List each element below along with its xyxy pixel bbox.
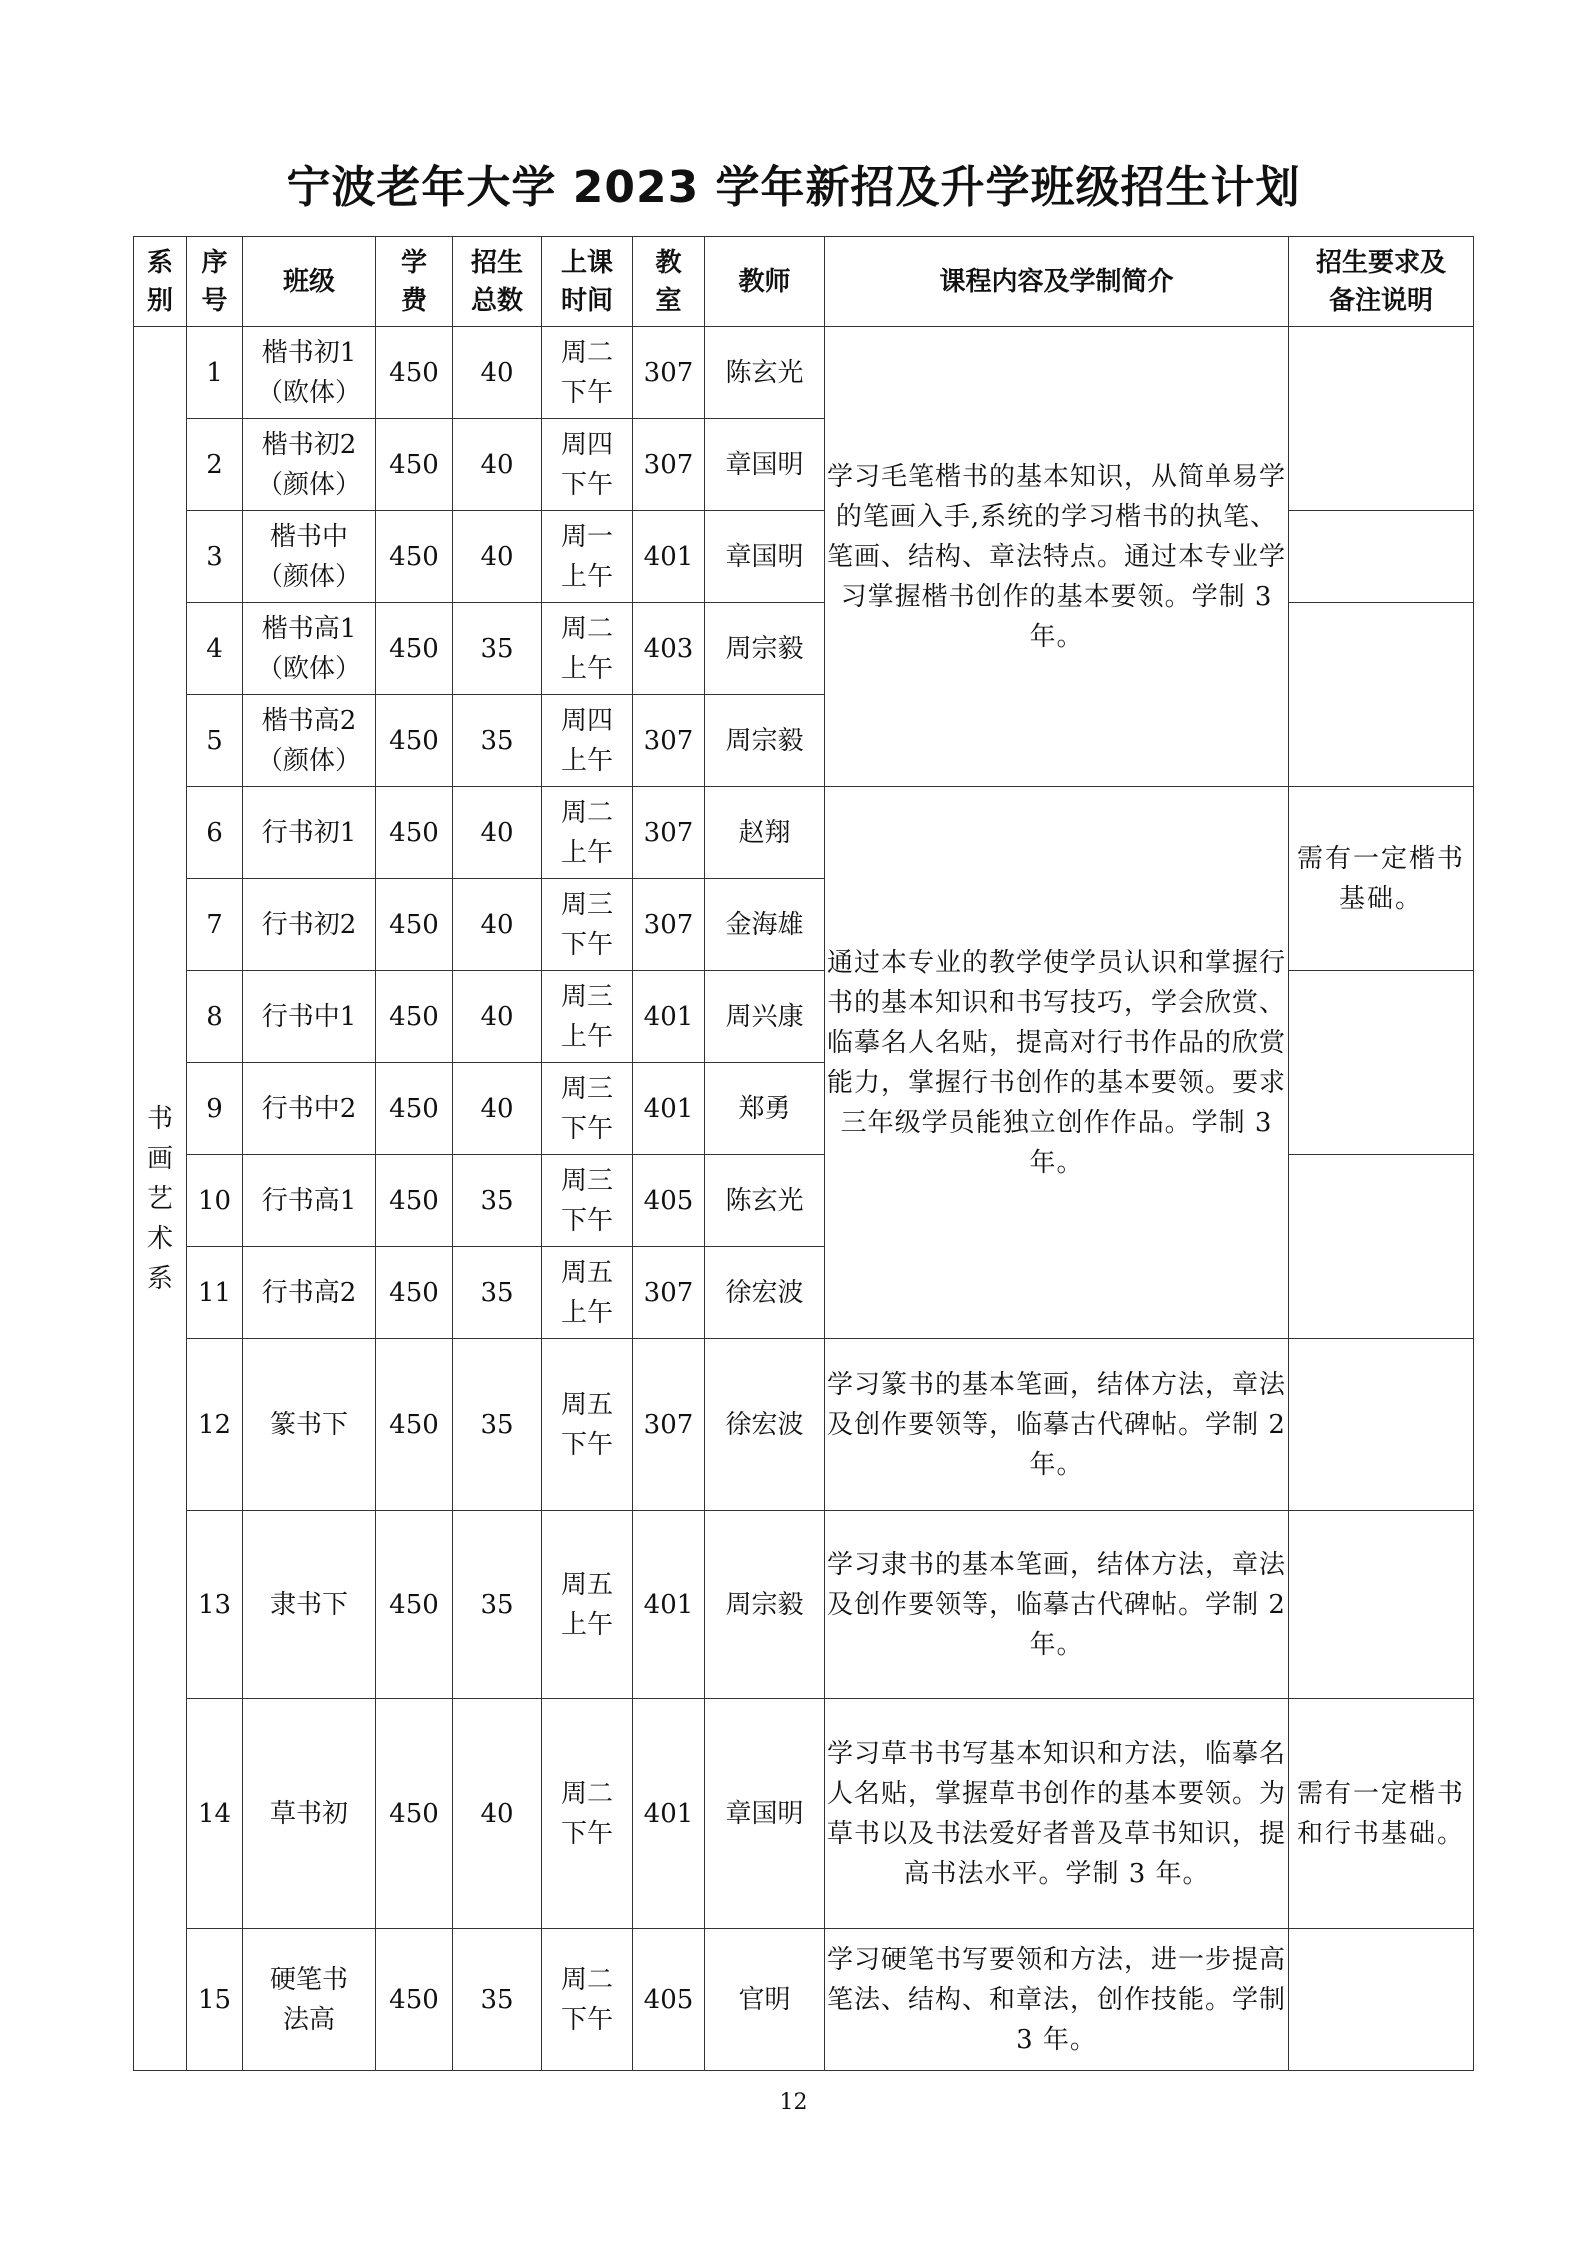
- cell-quota: 40: [453, 971, 542, 1063]
- cell-teacher: 赵翔: [705, 787, 825, 879]
- cell-class: 行书中2: [243, 1063, 376, 1155]
- cell-class: 行书高1: [243, 1155, 376, 1247]
- cell-room: 307: [633, 1247, 705, 1339]
- cell-room: 307: [633, 879, 705, 971]
- cell-no: 12: [187, 1339, 243, 1511]
- cell-teacher: 周兴康: [705, 971, 825, 1063]
- cell-no: 8: [187, 971, 243, 1063]
- cell-fee: 450: [376, 1699, 453, 1929]
- cell-no: 9: [187, 1063, 243, 1155]
- header-remarks: 招生要求及 备注说明: [1289, 237, 1474, 327]
- cell-fee: 450: [376, 1929, 453, 2071]
- cell-no: 11: [187, 1247, 243, 1339]
- cell-no: 1: [187, 327, 243, 419]
- table-row: [134, 1511, 1474, 1699]
- cell-room: 405: [633, 1929, 705, 2071]
- cell-remarks-empty: [1289, 327, 1474, 511]
- cell-time: 周二 下午: [542, 1699, 633, 1929]
- cell-room: 401: [633, 1699, 705, 1929]
- page-title: 宁波老年大学 2023 学年新招及升学班级招生计划: [286, 162, 1301, 213]
- table-row: [134, 1699, 1474, 1929]
- cell-description-zhuanshu: 学习篆书的基本笔画，结体方法，章法及创作要领等，临摹古代碑帖。学制 2 年。: [825, 1339, 1289, 1511]
- cell-class: 行书初1: [243, 787, 376, 879]
- cell-teacher: 周宗毅: [705, 1511, 825, 1699]
- cell-room: 307: [633, 695, 705, 787]
- cell-quota: 40: [453, 1699, 542, 1929]
- table-row: [134, 327, 1474, 419]
- cell-fee: 450: [376, 1511, 453, 1699]
- cell-time: 周三 上午: [542, 971, 633, 1063]
- cell-time: 周三 下午: [542, 1063, 633, 1155]
- cell-teacher: 徐宏波: [705, 1247, 825, 1339]
- cell-remarks-empty: [1289, 511, 1474, 603]
- cell-class: 行书高2: [243, 1247, 376, 1339]
- cell-quota: 40: [453, 1063, 542, 1155]
- cell-time: 周一 上午: [542, 511, 633, 603]
- cell-quota: 40: [453, 787, 542, 879]
- header-teacher: 教师: [705, 237, 825, 327]
- cell-description-caoshu: 学习草书书写基本知识和方法，临摹名人名贴，掌握草书创作的基本要领。为草书以及书法爱好者普及草书知识，提高书法水平。学制 3 年。: [825, 1699, 1289, 1929]
- cell-remarks-empty: [1289, 1339, 1474, 1511]
- header-class: 班级: [243, 237, 376, 327]
- page-number: 12: [779, 2090, 808, 2115]
- cell-room: 401: [633, 1511, 705, 1699]
- cell-remarks-empty: [1289, 603, 1474, 787]
- cell-quota: 40: [453, 879, 542, 971]
- cell-quota: 35: [453, 695, 542, 787]
- table-row: [134, 1339, 1474, 1511]
- cell-teacher: 陈玄光: [705, 327, 825, 419]
- cell-time: 周五 上午: [542, 1247, 633, 1339]
- cell-no: 5: [187, 695, 243, 787]
- cell-class: 篆书下: [243, 1339, 376, 1511]
- cell-fee: 450: [376, 327, 453, 419]
- cell-quota: 35: [453, 1247, 542, 1339]
- header-content: 课程内容及学制简介: [825, 237, 1289, 327]
- cell-time: 周二 上午: [542, 603, 633, 695]
- cell-quota: 40: [453, 419, 542, 511]
- cell-remarks-empty: [1289, 1929, 1474, 2071]
- cell-description-kaishu: 学习毛笔楷书的基本知识，从简单易学的笔画入手,系统的学习楷书的执笔、笔画、结构、章法特点。通过本专业学习掌握楷书创作的基本要领。学制 3 年。: [825, 327, 1289, 787]
- cell-no: 14: [187, 1699, 243, 1929]
- cell-teacher: 周宗毅: [705, 695, 825, 787]
- cell-room: 307: [633, 419, 705, 511]
- header-fee: 学 费: [376, 237, 453, 327]
- cell-time: 周五 上午: [542, 1511, 633, 1699]
- cell-time: 周五 下午: [542, 1339, 633, 1511]
- cell-fee: 450: [376, 1339, 453, 1511]
- cell-quota: 35: [453, 603, 542, 695]
- cell-time: 周二 上午: [542, 787, 633, 879]
- header-quota: 招生 总数: [453, 237, 542, 327]
- cell-quota: 35: [453, 1929, 542, 2071]
- cell-room: 403: [633, 603, 705, 695]
- table-row: [134, 1929, 1474, 2071]
- cell-fee: 450: [376, 1247, 453, 1339]
- cell-time: 周二 下午: [542, 327, 633, 419]
- cell-quota: 40: [453, 327, 542, 419]
- cell-no: 6: [187, 787, 243, 879]
- table-row: [134, 787, 1474, 879]
- header-time: 上课 时间: [542, 237, 633, 327]
- cell-remarks-caoshu: 需有一定楷书和行书基础。: [1289, 1699, 1474, 1929]
- cell-teacher: 官明: [705, 1929, 825, 2071]
- cell-time: 周三 下午: [542, 1155, 633, 1247]
- cell-remarks-empty: [1289, 1155, 1474, 1339]
- cell-class: 楷书中 （颜体）: [243, 511, 376, 603]
- department-cell: 书 画 艺 术 系: [134, 327, 187, 2071]
- cell-room: 401: [633, 511, 705, 603]
- header-room: 教 室: [633, 237, 705, 327]
- cell-time: 周二 下午: [542, 1929, 633, 2071]
- cell-class: 硬笔书 法高: [243, 1929, 376, 2071]
- cell-teacher: 郑勇: [705, 1063, 825, 1155]
- enrollment-table: [133, 236, 1474, 2071]
- cell-fee: 450: [376, 1063, 453, 1155]
- cell-no: 13: [187, 1511, 243, 1699]
- header-no: 序 号: [187, 237, 243, 327]
- cell-teacher: 周宗毅: [705, 603, 825, 695]
- cell-class: 行书中1: [243, 971, 376, 1063]
- cell-teacher: 陈玄光: [705, 1155, 825, 1247]
- cell-class: 草书初: [243, 1699, 376, 1929]
- cell-no: 4: [187, 603, 243, 695]
- cell-no: 7: [187, 879, 243, 971]
- cell-quota: 35: [453, 1339, 542, 1511]
- header-dept: 系 别: [134, 237, 187, 327]
- cell-quota: 40: [453, 511, 542, 603]
- cell-time: 周四 下午: [542, 419, 633, 511]
- table-header-row: [134, 237, 1474, 327]
- cell-fee: 450: [376, 787, 453, 879]
- cell-no: 10: [187, 1155, 243, 1247]
- cell-class: 楷书初1 （欧体）: [243, 327, 376, 419]
- cell-description-xingshu: 通过本专业的教学使学员认识和掌握行书的基本知识和书写技巧，学会欣赏、临摹名人名贴，提高对行书作品的欣赏能力，掌握行书创作的基本要领。要求三年级学员能独立创作作品。学制 3 年。: [825, 787, 1289, 1339]
- cell-teacher: 章国明: [705, 419, 825, 511]
- cell-teacher: 金海雄: [705, 879, 825, 971]
- cell-class: 楷书高1 （欧体）: [243, 603, 376, 695]
- cell-no: 2: [187, 419, 243, 511]
- cell-fee: 450: [376, 971, 453, 1063]
- cell-remarks-empty: [1289, 971, 1474, 1155]
- cell-teacher: 徐宏波: [705, 1339, 825, 1511]
- cell-quota: 35: [453, 1511, 542, 1699]
- cell-room: 401: [633, 971, 705, 1063]
- cell-fee: 450: [376, 695, 453, 787]
- cell-room: 307: [633, 787, 705, 879]
- cell-no: 15: [187, 1929, 243, 2071]
- cell-room: 307: [633, 327, 705, 419]
- cell-room: 405: [633, 1155, 705, 1247]
- cell-time: 周四 上午: [542, 695, 633, 787]
- cell-class: 行书初2: [243, 879, 376, 971]
- cell-fee: 450: [376, 1155, 453, 1247]
- cell-quota: 35: [453, 1155, 542, 1247]
- cell-description-lishu: 学习隶书的基本笔画，结体方法，章法及创作要领等，临摹古代碑帖。学制 2 年。: [825, 1511, 1289, 1699]
- cell-class: 隶书下: [243, 1511, 376, 1699]
- cell-fee: 450: [376, 879, 453, 971]
- cell-fee: 450: [376, 603, 453, 695]
- cell-fee: 450: [376, 511, 453, 603]
- cell-class: 楷书初2 （颜体）: [243, 419, 376, 511]
- cell-description-yingbi: 学习硬笔书写要领和方法，进一步提高笔法、结构、和章法，创作技能。学制 3 年。: [825, 1929, 1289, 2071]
- cell-no: 3: [187, 511, 243, 603]
- cell-class: 楷书高2 （颜体）: [243, 695, 376, 787]
- cell-remarks-empty: [1289, 1511, 1474, 1699]
- cell-time: 周三 下午: [542, 879, 633, 971]
- cell-remarks-xingshu: 需有一定楷书基础。: [1289, 787, 1474, 971]
- cell-room: 307: [633, 1339, 705, 1511]
- cell-teacher: 章国明: [705, 511, 825, 603]
- cell-room: 401: [633, 1063, 705, 1155]
- cell-fee: 450: [376, 419, 453, 511]
- cell-teacher: 章国明: [705, 1699, 825, 1929]
